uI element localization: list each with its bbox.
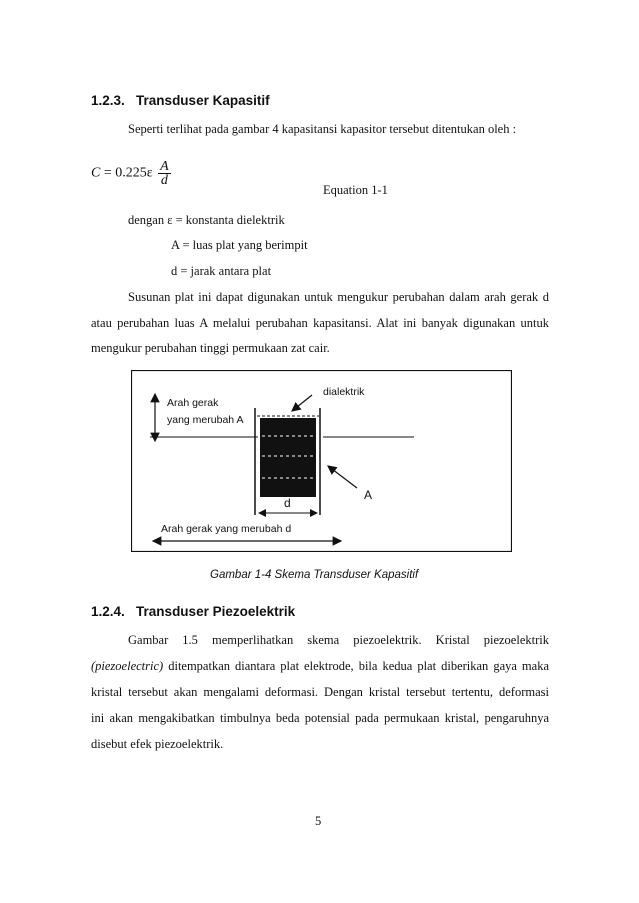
paragraph-line-3: mengukur perubahan tinggi permukaan zat cair.	[91, 341, 330, 355]
eq-numerator: A	[160, 159, 169, 174]
section-number: 1.2.3.	[91, 93, 125, 108]
paragraph-line-2: atau perubahan luas A melalui perubahan kapasitansi. Alat ini banyak digunakan untuk	[91, 316, 549, 330]
piezo-italic-term: (piezoelectric)	[91, 659, 164, 673]
motion-d-label: Arah gerak yang merubah d	[161, 523, 292, 535]
page-number: 5	[315, 814, 322, 828]
piezo-line-5: disebut efek piezoelektrik.	[91, 737, 224, 751]
definition-distance: d = jarak antara plat	[171, 264, 272, 278]
area-label: A	[364, 488, 373, 502]
capacitance-equation: C = 0.225ε $\frac{A}{d}$	[91, 159, 169, 188]
definition-area: A = luas plat yang berimpit	[171, 238, 308, 252]
capacitive-transducer-diagram	[131, 370, 512, 552]
dielectric-label: dialektrik	[323, 386, 365, 398]
motion-a-label-line2: yang merubah A	[167, 414, 244, 426]
dielectric-block	[260, 418, 316, 497]
section-title: Transduser Kapasitif	[136, 93, 270, 108]
section-heading-kapasitif	[91, 93, 270, 108]
section-heading-piezo	[91, 604, 295, 619]
piezo-line-4: ini akan mengakibatkan timbulnya beda potensial pada permukaan kristal, pengaruhnya	[91, 711, 549, 725]
piezo-line-3: kristal tersebut akan mengalami deformasi. Dengan kristal tersebut tertentu, deformasi	[91, 685, 549, 699]
piezo-line-2-wrapper	[91, 659, 549, 673]
section-number: 1.2.4.	[91, 604, 125, 619]
equation-label: Equation 1-1	[323, 183, 388, 197]
figure-caption: Gambar 1-4 Skema Transduser Kapasitif	[210, 569, 419, 581]
motion-a-label-line1: Arah gerak	[167, 397, 219, 409]
eq-lhs: C	[91, 165, 101, 181]
piezo-line-1: Gambar 1.5 memperlihatkan skema piezoelektrik. Kristal piezoelektrik	[128, 633, 549, 647]
definition-epsilon: dengan ε = konstanta dielektrik	[128, 213, 285, 227]
intro-text: Seperti terlihat pada gambar 4 kapasitansi kapasitor tersebut ditentukan oleh :	[128, 122, 517, 136]
eq-denominator: d	[160, 173, 168, 188]
piezo-line-2: ditempatkan diantara plat elektrode, bila kedua plat diberikan gaya maka	[168, 659, 550, 673]
paragraph-line-1: Susunan plat ini dapat digunakan untuk mengukur perubahan dalam arah gerak d	[128, 290, 549, 304]
distance-label: d	[284, 496, 291, 510]
section-title: Transduser Piezoelektrik	[136, 604, 296, 619]
eq-fraction	[158, 160, 171, 187]
eq-coef: 0.225ε	[115, 165, 153, 181]
